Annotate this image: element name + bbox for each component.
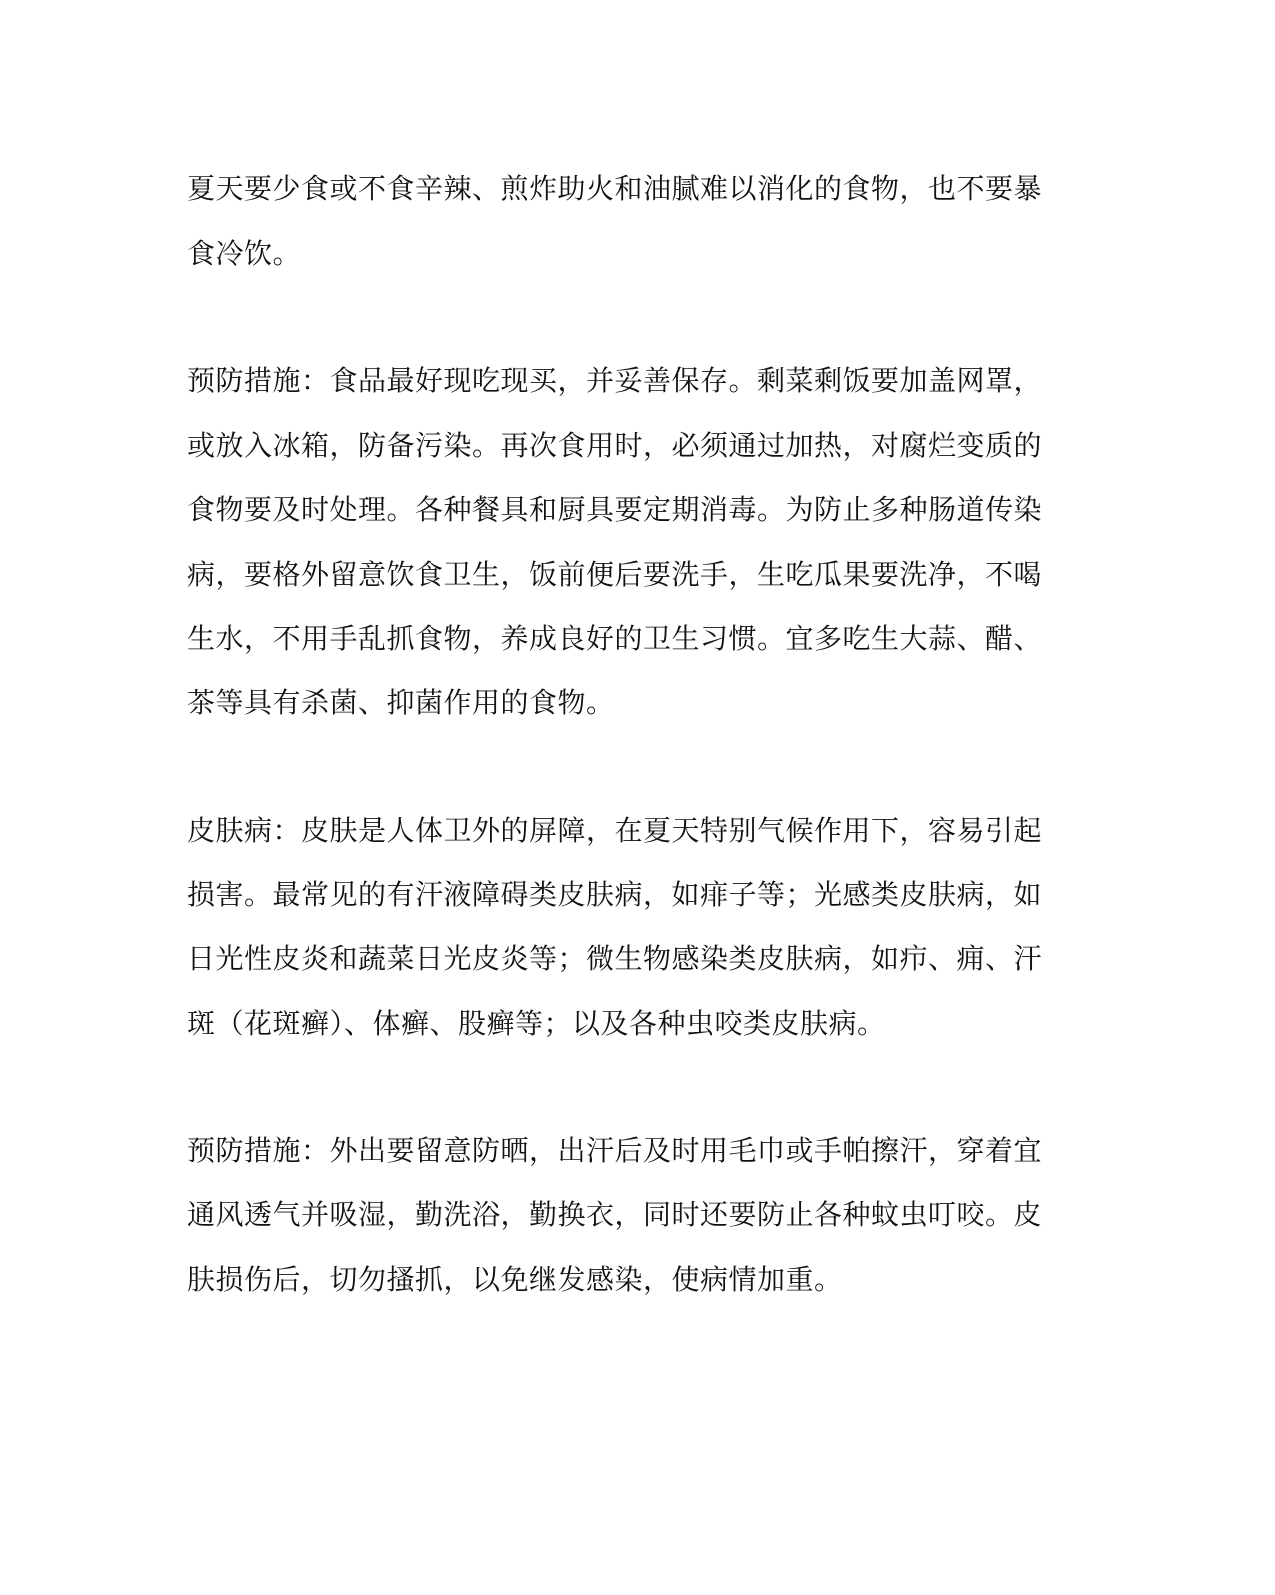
text-line: 损害。最常见的有汗液障碍类皮肤病，如痱子等；光感类皮肤病，如 — [187, 878, 1043, 911]
text-line: 日光性皮炎和蔬菜日光皮炎等；微生物感染类皮肤病，如疖、痈、汗 — [187, 942, 1043, 975]
text-line: 病，要格外留意饮食卫生，饭前便后要洗手，生吃瓜果要洗净，不喝 — [187, 558, 1043, 591]
text-line: 预防措施：食品最好现吃现买，并妥善保存。剩菜剩饭要加盖网罩， — [187, 364, 1043, 397]
text-line: 通风透气并吸湿，勤洗浴，勤换衣，同时还要防止各种蚊虫叮咬。皮 — [187, 1198, 1043, 1231]
text-line: 斑（花斑癣）、体癣、股癣等；以及各种虫咬类皮肤病。 — [187, 1007, 886, 1040]
text-line: 或放入冰箱，防备污染。再次食用时，必须通过加热，对腐烂变质的 — [187, 429, 1043, 462]
text-line: 皮肤病：皮肤是人体卫外的屏障，在夏天特别气候作用下，容易引起 — [187, 814, 1043, 847]
text-line: 肤损伤后，切勿搔抓，以免继发感染，使病情加重。 — [187, 1263, 843, 1296]
text-line: 食冷饮。 — [187, 237, 302, 270]
text-line: 食物要及时处理。各种餐具和厨具要定期消毒。为防止多种肠道传染 — [187, 493, 1043, 526]
text-line: 茶等具有杀菌、抑菌作用的食物。 — [187, 686, 615, 719]
text-line: 生水，不用手乱抓食物，养成良好的卫生习惯。宜多吃生大蒜、醋、 — [187, 622, 1043, 655]
text-line: 预防措施：外出要留意防晒，出汗后及时用毛巾或手帕擦汗，穿着宜 — [187, 1134, 1043, 1167]
text-line: 夏天要少食或不食辛辣、煎炸助火和油腻难以消化的食物，也不要暴 — [187, 172, 1043, 205]
